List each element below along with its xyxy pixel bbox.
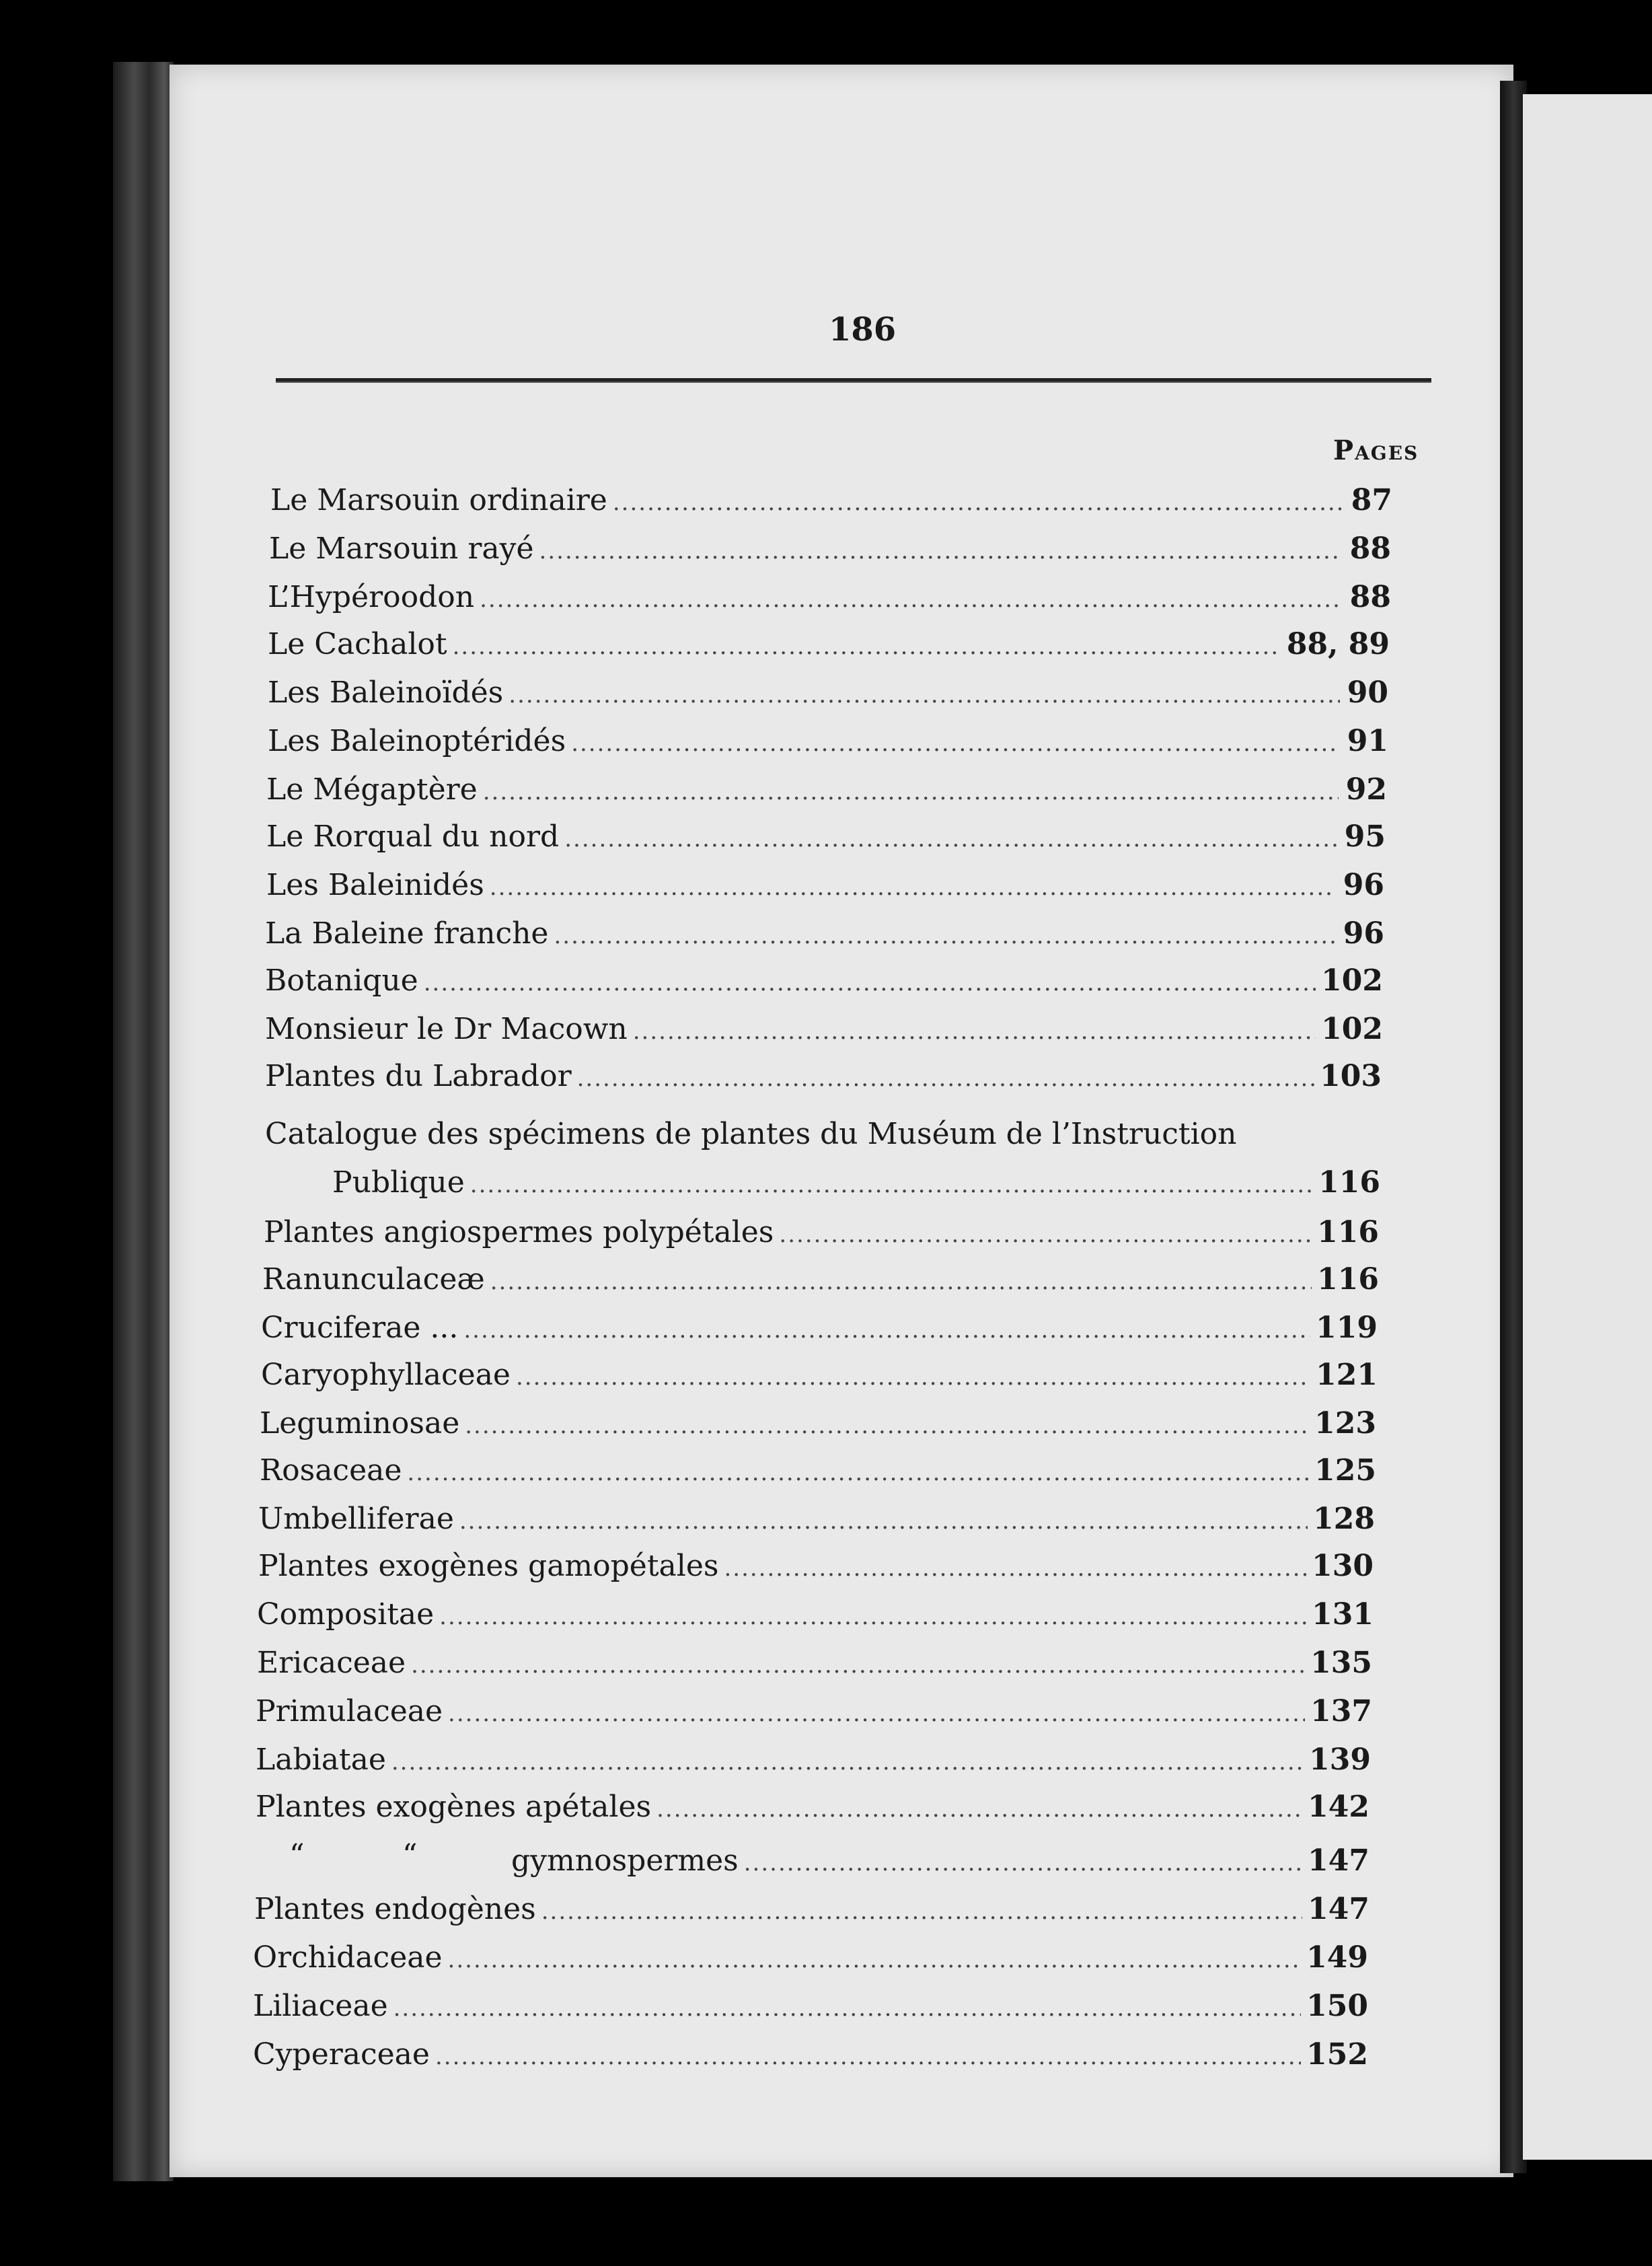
toc-entry-page: 147 <box>1308 1843 1369 1878</box>
toc-entry <box>256 1743 1371 1780</box>
toc-entry <box>268 724 1388 761</box>
toc-entry <box>253 1940 1368 1977</box>
toc-entry-label: Cyperaceae <box>253 2037 430 2072</box>
toc-entry <box>258 1502 1375 1539</box>
toc-entry-page: 131 <box>1312 1597 1374 1632</box>
toc-entry-label: Monsieur le Dr Macown <box>265 1012 628 1046</box>
toc-entry-page: 142 <box>1308 1790 1369 1824</box>
toc-entry-page: 119 <box>1316 1311 1378 1345</box>
toc-entry-label: Plantes endogènes <box>254 1892 536 1926</box>
dot-leader <box>516 1360 1310 1395</box>
toc-entry <box>260 1406 1376 1443</box>
toc-entry-label: Le Rorqual du nord <box>266 819 560 854</box>
toc-entry <box>260 1453 1376 1490</box>
dot-leader <box>744 1845 1302 1880</box>
dot-leader <box>571 726 1340 761</box>
toc-entry-label: Cruciferae ... <box>261 1311 459 1345</box>
toc-entry-label: Rosaceae <box>260 1453 402 1488</box>
toc-entry <box>256 1694 1372 1731</box>
toc-entry <box>268 580 1391 617</box>
ditto-mark-2: “ <box>402 1838 418 1872</box>
dot-leader <box>564 821 1337 856</box>
catalogue-entry-first-line: Catalogue des spécimens de plantes du Muséum de l’Instruction <box>265 1117 1237 1151</box>
toc-entry <box>270 483 1392 520</box>
toc-entry-page: 116 <box>1317 1215 1379 1249</box>
dot-leader <box>435 2039 1301 2074</box>
toc-entry-page: 87 <box>1351 483 1392 517</box>
dot-leader <box>539 534 1343 569</box>
toc-entry-page: 147 <box>1308 1892 1369 1926</box>
toc-entry <box>268 675 1388 712</box>
book-spine <box>113 62 174 2181</box>
dot-leader <box>724 1551 1306 1586</box>
toc-entry <box>262 1262 1379 1299</box>
toc-entry <box>266 868 1384 905</box>
dot-leader <box>463 1313 1310 1348</box>
toc-entry-page: 91 <box>1347 724 1388 758</box>
toc-entry-label: Publique <box>332 1165 465 1200</box>
toc-entry-page: 96 <box>1343 916 1384 951</box>
dot-leader <box>407 1455 1309 1490</box>
toc-entry <box>265 963 1383 1000</box>
dot-leader <box>656 1792 1302 1827</box>
dot-leader <box>453 629 1281 664</box>
toc-entry-label: L’Hypéroodon <box>268 580 475 614</box>
dot-leader <box>490 1264 1312 1299</box>
toc-entry <box>511 1843 1369 1880</box>
pages-column-header: Pages <box>1333 435 1419 466</box>
dot-leader <box>439 1599 1306 1634</box>
toc-entry <box>254 1892 1369 1929</box>
toc-entry <box>266 772 1387 809</box>
dot-leader <box>577 1061 1315 1096</box>
toc-entry-page: 130 <box>1312 1549 1374 1583</box>
toc-entry-label: Le Marsouin ordinaire <box>270 483 607 517</box>
toc-entry-label: Les Baleinidés <box>266 868 484 902</box>
toc-entry <box>265 916 1384 953</box>
toc-entry-label: Leguminosae <box>260 1406 460 1440</box>
dot-leader <box>779 1217 1312 1252</box>
toc-entry <box>253 2037 1368 2074</box>
toc-entry-page: 139 <box>1309 1743 1371 1777</box>
header-rule <box>276 378 1431 383</box>
dot-leader <box>448 1942 1302 1977</box>
toc-entry-page: 137 <box>1310 1694 1372 1728</box>
toc-entry <box>265 1012 1383 1049</box>
toc-entry-label: Liliaceae <box>253 1989 388 2023</box>
dot-leader <box>448 1696 1305 1731</box>
toc-entry-page: 150 <box>1306 1989 1368 2023</box>
dot-leader <box>393 1991 1302 2026</box>
toc-entry-page: 102 <box>1321 963 1383 998</box>
toc-entry-label: Les Baleinoïdés <box>268 675 504 710</box>
toc-entry-label: Ericaceae <box>257 1646 406 1680</box>
toc-entry-page: 88 <box>1349 532 1391 566</box>
toc-entry-page: 102 <box>1321 1012 1383 1046</box>
page-number: 186 <box>829 311 897 349</box>
toc-entry-label: Plantes du Labrador <box>265 1059 572 1093</box>
toc-entry-label: Botanique <box>265 963 418 998</box>
toc-entry <box>257 1646 1372 1683</box>
dot-leader <box>633 1014 1316 1049</box>
toc-entry <box>261 1311 1378 1348</box>
facing-page <box>1523 94 1652 2160</box>
toc-entry-label: Labiatae <box>256 1743 386 1777</box>
toc-entry-label: La Baleine franche <box>265 916 549 951</box>
toc-entry-page: 125 <box>1314 1453 1376 1488</box>
toc-entry-page: 123 <box>1314 1406 1376 1440</box>
toc-entry <box>266 819 1386 856</box>
dot-leader <box>483 774 1339 809</box>
toc-entry-page: 95 <box>1344 819 1386 854</box>
dot-leader <box>554 918 1336 953</box>
toc-entry-label: Les Baleinoptéridés <box>268 724 566 758</box>
toc-entry-page: 88 <box>1349 580 1391 614</box>
toc-entry-label: Compositae <box>257 1597 435 1632</box>
dot-leader <box>541 1894 1302 1929</box>
dot-leader <box>613 485 1344 520</box>
toc-entry-page: 96 <box>1343 868 1384 902</box>
dot-leader <box>411 1648 1305 1683</box>
dot-leader <box>465 1408 1309 1443</box>
toc-entry-label: Le Mégaptère <box>266 772 478 807</box>
ditto-mark-1: “ <box>289 1838 305 1872</box>
toc-entry <box>253 1989 1368 2026</box>
toc-entry-page: 152 <box>1306 2037 1368 2072</box>
toc-entry <box>268 627 1390 664</box>
toc-entry-label: Le Marsouin rayé <box>269 532 534 566</box>
toc-entry-page: 103 <box>1320 1059 1382 1093</box>
toc-entry-page: 128 <box>1313 1502 1375 1536</box>
toc-entry-label: Plantes angiospermes polypétales <box>264 1215 774 1249</box>
toc-entry-page: 116 <box>1317 1262 1379 1296</box>
dot-leader <box>424 965 1316 1000</box>
toc-entry <box>261 1358 1378 1395</box>
dot-leader <box>480 582 1343 617</box>
toc-entry-label: Ranunculaceæ <box>262 1262 485 1296</box>
dot-leader <box>391 1745 1304 1780</box>
dot-leader <box>459 1504 1308 1539</box>
toc-entry-page: 149 <box>1306 1940 1368 1975</box>
toc-entry-page: 88, 89 <box>1286 627 1390 661</box>
dot-leader <box>470 1167 1313 1202</box>
toc-entry-label: Le Cachalot <box>268 627 447 661</box>
dot-leader <box>509 678 1340 712</box>
toc-entry-page: 116 <box>1318 1165 1380 1200</box>
toc-entry-label: Umbelliferae <box>258 1502 454 1536</box>
toc-entry-label: Caryophyllaceae <box>261 1358 511 1392</box>
toc-entry <box>332 1165 1380 1202</box>
toc-entry-label: Plantes exogènes apétales <box>256 1790 652 1824</box>
toc-entry <box>269 532 1391 569</box>
toc-entry <box>257 1597 1374 1634</box>
toc-entry <box>265 1059 1382 1096</box>
toc-entry-label: Primulaceae <box>256 1694 443 1728</box>
toc-entry-page: 121 <box>1316 1358 1378 1392</box>
toc-entry-label: gymnospermes <box>511 1843 739 1878</box>
toc-entry <box>256 1790 1369 1827</box>
toc-entry <box>258 1549 1374 1586</box>
dot-leader <box>490 870 1336 905</box>
toc-entry-page: 92 <box>1345 772 1387 807</box>
toc-entry-page: 135 <box>1310 1646 1372 1680</box>
toc-entry <box>264 1215 1379 1252</box>
toc-entry-label: Plantes exogènes gamopétales <box>258 1549 719 1583</box>
toc-entry-page: 90 <box>1347 675 1388 710</box>
toc-entry-label: Orchidaceae <box>253 1940 443 1975</box>
